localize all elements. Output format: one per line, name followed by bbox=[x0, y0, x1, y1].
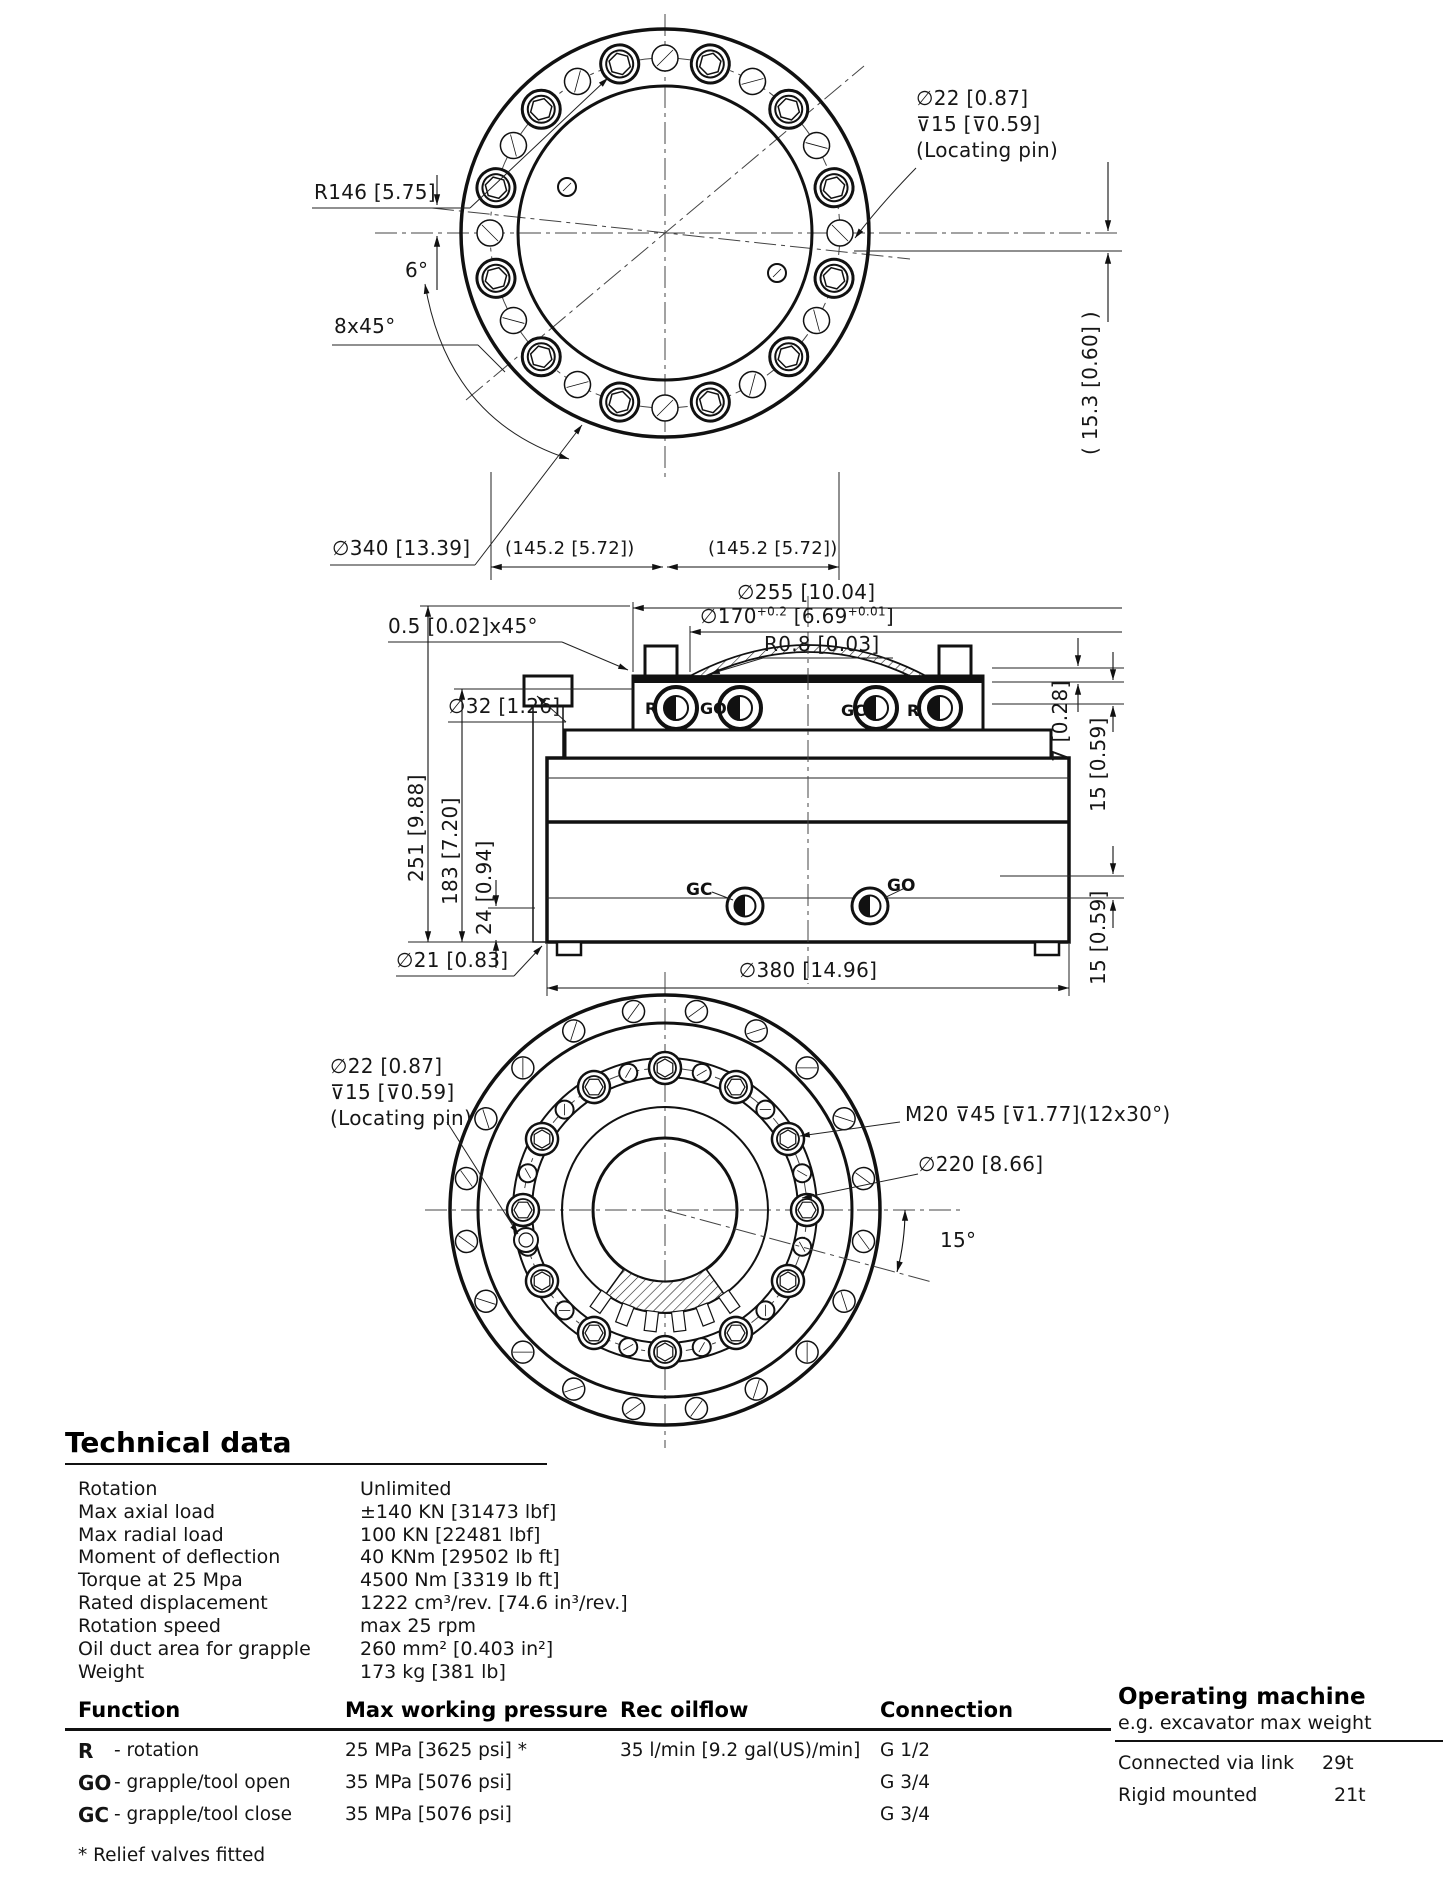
op-row-value: 21t bbox=[1334, 1784, 1366, 1806]
tech-label: Moment of deflection bbox=[78, 1546, 281, 1568]
function-pressure: 25 MPa [3625 psi] * bbox=[345, 1740, 527, 1761]
tech-value: 40 KNm [29502 lb ft] bbox=[360, 1546, 560, 1568]
tech-value: 100 KN [22481 lbf] bbox=[360, 1524, 541, 1546]
dim-15-bottom: 15 [0.59] bbox=[1086, 890, 1110, 985]
header-pressure: Max working pressure bbox=[345, 1698, 608, 1722]
locating-pin-label-top: (Locating pin) bbox=[916, 138, 1059, 162]
tech-value: max 25 rpm bbox=[360, 1615, 477, 1637]
dim-24: 24 [0.94] bbox=[472, 840, 496, 935]
dim-depth15-bottom: ⊽15 [⊽0.59] bbox=[330, 1080, 455, 1104]
dim-d22-top: ∅22 [0.87] bbox=[916, 86, 1029, 110]
function-footnote: * Relief valves fitted bbox=[78, 1845, 266, 1866]
tech-value: 4500 Nm [3319 lb ft] bbox=[360, 1569, 560, 1591]
technical-data-rule bbox=[65, 1463, 547, 1465]
function-code: R bbox=[78, 1739, 94, 1763]
op-row-value: 29t bbox=[1322, 1752, 1354, 1774]
function-connection: G 1/2 bbox=[880, 1740, 930, 1761]
dim-d32: ∅32 [1.26] bbox=[448, 694, 561, 718]
dim-6deg: 6° bbox=[405, 258, 429, 282]
tech-label: Rated displacement bbox=[78, 1592, 268, 1614]
dim-7: 7 [0.28] bbox=[1048, 680, 1072, 762]
dim-d22-bottom: ∅22 [0.87] bbox=[330, 1054, 443, 1078]
function-oilflow: 35 l/min [9.2 gal(US)/min] bbox=[620, 1740, 861, 1761]
side-view-drawing bbox=[388, 596, 1124, 996]
dim-depth15-top: ⊽15 [⊽0.59] bbox=[916, 112, 1041, 136]
dim-chamfer: 0.5 [0.02]x45° bbox=[388, 614, 538, 638]
header-function: Function bbox=[78, 1698, 181, 1722]
tech-value: Unlimited bbox=[360, 1478, 452, 1500]
dim-r08: R0.8 [0.03] bbox=[764, 632, 880, 656]
tech-value: 260 mm² [0.403 in²] bbox=[360, 1638, 554, 1660]
operating-machine-subtitle: e.g. excavator max weight bbox=[1118, 1712, 1372, 1734]
dim-183: 183 [7.20] bbox=[438, 797, 462, 905]
dim-15-3: ( 15.3 [0.60] ) bbox=[1078, 311, 1102, 455]
function-desc: - grapple/tool close bbox=[114, 1804, 293, 1825]
dim-d255: ∅255 [10.04] bbox=[737, 580, 876, 604]
function-connection: G 3/4 bbox=[880, 1804, 930, 1825]
dim-8x45: 8x45° bbox=[334, 314, 396, 338]
function-desc: - grapple/tool open bbox=[114, 1772, 291, 1793]
dim-15deg: 15° bbox=[940, 1228, 977, 1252]
port-label-gc-bottom: GC bbox=[686, 880, 713, 900]
dim-145-left: (145.2 [5.72]) bbox=[505, 538, 635, 559]
header-connection: Connection bbox=[880, 1698, 1014, 1722]
tech-label: Oil duct area for grapple bbox=[78, 1638, 311, 1660]
port-label-r-right: R bbox=[907, 701, 920, 720]
op-row-label: Rigid mounted bbox=[1118, 1784, 1258, 1806]
function-desc: - rotation bbox=[114, 1740, 200, 1761]
tech-label: Torque at 25 Mpa bbox=[78, 1569, 243, 1591]
dim-m20: M20 ⊽45 [⊽1.77](12x30°) bbox=[905, 1102, 1171, 1126]
tech-label: Max radial load bbox=[78, 1524, 224, 1546]
dim-d170: $\emptyset 170^{+0.2}$ $[6.69^{+0.01}]$ bbox=[700, 604, 895, 628]
dim-145-right: (145.2 [5.72]) bbox=[708, 538, 838, 559]
dim-d340: ∅340 [13.39] bbox=[332, 536, 471, 560]
function-pressure: 35 MPa [5076 psi] bbox=[345, 1772, 512, 1793]
op-row-label: Connected via link bbox=[1118, 1752, 1295, 1774]
dim-15-top: 15 [0.59] bbox=[1086, 717, 1110, 812]
tech-label: Rotation bbox=[78, 1478, 158, 1500]
port-label-go: GO bbox=[700, 699, 727, 718]
port-label-go-bottom: GO bbox=[887, 876, 916, 896]
tech-value: ±140 KN [31473 lbf] bbox=[360, 1501, 557, 1523]
dim-d220: ∅220 [8.66] bbox=[918, 1152, 1044, 1176]
function-table-rule bbox=[65, 1728, 1111, 1731]
port-label-r-left: R bbox=[645, 699, 658, 718]
header-oilflow: Rec oilflow bbox=[620, 1698, 749, 1722]
locating-pin-label-bottom: (Locating pin) bbox=[330, 1106, 473, 1130]
tech-label: Weight bbox=[78, 1661, 145, 1683]
tech-value: 173 kg [381 lb] bbox=[360, 1661, 506, 1683]
technical-data-title: Technical data bbox=[65, 1426, 292, 1459]
operating-machine-rule bbox=[1115, 1740, 1443, 1742]
dim-r146: R146 [5.75] bbox=[314, 180, 436, 204]
dim-251: 251 [9.88] bbox=[404, 774, 428, 882]
dim-d21: ∅21 [0.83] bbox=[396, 948, 509, 972]
tech-value: 1222 cm³/rev. [74.6 in³/rev.] bbox=[360, 1592, 628, 1614]
function-pressure: 35 MPa [5076 psi] bbox=[345, 1804, 512, 1825]
function-connection: G 3/4 bbox=[880, 1772, 930, 1793]
bottom-view-drawing bbox=[425, 972, 960, 1448]
dim-d380: ∅380 [14.96] bbox=[738, 958, 878, 982]
function-code: GO bbox=[78, 1771, 112, 1795]
port-label-gc: GC bbox=[841, 701, 866, 720]
operating-machine-title: Operating machine bbox=[1118, 1684, 1366, 1710]
function-code: GC bbox=[78, 1803, 110, 1827]
tech-label: Max axial load bbox=[78, 1501, 216, 1523]
tech-label: Rotation speed bbox=[78, 1615, 221, 1637]
